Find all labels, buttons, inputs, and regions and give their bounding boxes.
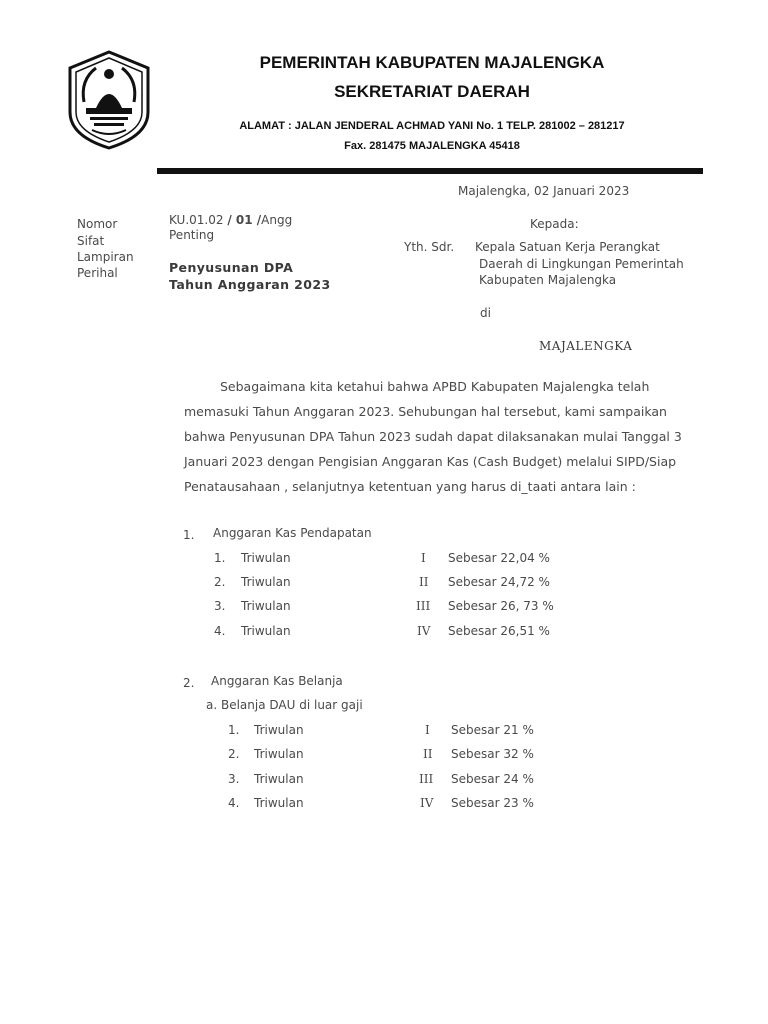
section-1-row-1-value: Sebesar 22,04 %	[448, 551, 550, 565]
section-2-row-2-num: 2.	[228, 747, 240, 761]
header-divider	[157, 168, 703, 174]
section-2-row-4-value: Sebesar 23 %	[451, 796, 534, 810]
section-2-row-3-label: Triwulan	[254, 772, 304, 786]
kepada-label: Kepada:	[530, 217, 579, 231]
yth-label: Yth. Sdr.	[404, 240, 455, 254]
body-line-5: Penatausahaan , selanjutnya ketentuan yang harus di_taati antara lain :	[184, 479, 636, 494]
letterhead-government: PEMERINTAH KABUPATEN MAJALENGKA	[259, 53, 605, 72]
body-paragraph	[184, 374, 732, 499]
section-2-subtitle: a. Belanja DAU di luar gaji	[206, 698, 363, 712]
body-line-4: Januari 2023 dengan Pengisian Anggaran Kas (Cash Budget) melalui SIPD/Siap	[184, 454, 677, 469]
section-2-title: Anggaran Kas Belanja	[211, 674, 343, 688]
section-1-row-4-num: 4.	[214, 624, 226, 638]
letter-date: Majalengka, 02 Januari 2023	[458, 184, 630, 198]
section-1-row-3-num: 3.	[214, 599, 226, 613]
section-1-row-2-label: Triwulan	[241, 575, 291, 589]
section-2-row-1-roman: I	[425, 723, 430, 737]
letterhead-fax: Fax. 281475 MAJALENGKA 45418	[344, 140, 520, 152]
section-1-row-1-num: 1.	[214, 551, 226, 565]
recipient-line-3: Kabupaten Majalengka	[479, 273, 617, 287]
nomor-prefix: KU.01.02	[169, 213, 228, 227]
body-line-3: bahwa Penyusunan DPA Tahun 2023 sudah dapat dilaksanakan mulai Tanggal 3	[184, 429, 682, 444]
recipient-line-1: Kepala Satuan Kerja Perangkat	[475, 240, 660, 254]
section-1-row-4-label: Triwulan	[241, 624, 291, 638]
section-1-row-2-num: 2.	[214, 575, 226, 589]
label-nomor: Nomor	[77, 217, 118, 231]
section-2-row-1-value: Sebesar 21 %	[451, 723, 534, 737]
section-2-row-4-num: 4.	[228, 796, 240, 810]
section-1-row-1-roman: I	[421, 551, 426, 565]
recipient-city: MAJALENGKA	[539, 339, 633, 353]
nomor-number: / 01 /	[227, 213, 262, 227]
section-1-title: Anggaran Kas Pendapatan	[213, 526, 372, 540]
section-2-row-4-label: Triwulan	[254, 796, 304, 810]
label-sifat: Sifat	[77, 234, 105, 248]
section-1-row-3-roman: III	[416, 599, 431, 613]
nomor-value	[169, 213, 292, 227]
section-2-row-2-roman: II	[423, 747, 433, 761]
label-perihal: Perihal	[77, 266, 118, 280]
section-1-row-1-label: Triwulan	[241, 551, 291, 565]
section-1-row-2-value: Sebesar 24,72 %	[448, 575, 550, 589]
section-2-row-3-roman: III	[419, 772, 434, 786]
section-2-row-1-num: 1.	[228, 723, 240, 737]
section-1-row-2-roman: II	[419, 575, 429, 589]
body-line-2: memasuki Tahun Anggaran 2023. Sehubungan hal tersebut, kami sampaikan	[184, 404, 667, 419]
perihal-line-2: Tahun Anggaran 2023	[169, 277, 331, 292]
section-1-row-4-roman: IV	[417, 624, 431, 638]
section-1-row-3-value: Sebesar 26, 73 %	[448, 599, 554, 613]
section-2-number: 2.	[183, 676, 195, 690]
label-lampiran: Lampiran	[77, 250, 134, 264]
perihal-line-1: Penyusunan DPA	[169, 260, 294, 275]
section-1-number: 1.	[183, 528, 195, 542]
letterhead-secretariat: SEKRETARIAT DAERAH	[334, 82, 530, 101]
section-2-row-4-roman: IV	[420, 796, 434, 810]
sifat-value: Penting	[169, 228, 215, 242]
di-label: di	[480, 306, 491, 320]
letterhead-address: ALAMAT : JALAN JENDERAL ACHMAD YANI No. 1 TELP. 281002 – 281217	[239, 120, 625, 132]
recipient-line-2: Daerah di Lingkungan Pemerintah	[479, 257, 684, 271]
section-2-row-2-value: Sebesar 32 %	[451, 747, 534, 761]
section-1-row-4-value: Sebesar 26,51 %	[448, 624, 550, 638]
section-2-row-3-num: 3.	[228, 772, 240, 786]
section-2-row-1-label: Triwulan	[254, 723, 304, 737]
nomor-suffix: Angg	[261, 213, 293, 227]
section-2-row-2-label: Triwulan	[254, 747, 304, 761]
section-1-row-3-label: Triwulan	[241, 599, 291, 613]
section-2-row-3-value: Sebesar 24 %	[451, 772, 534, 786]
body-line-1: Sebagaimana kita ketahui bahwa APBD Kabupaten Majalengka telah	[220, 379, 650, 394]
